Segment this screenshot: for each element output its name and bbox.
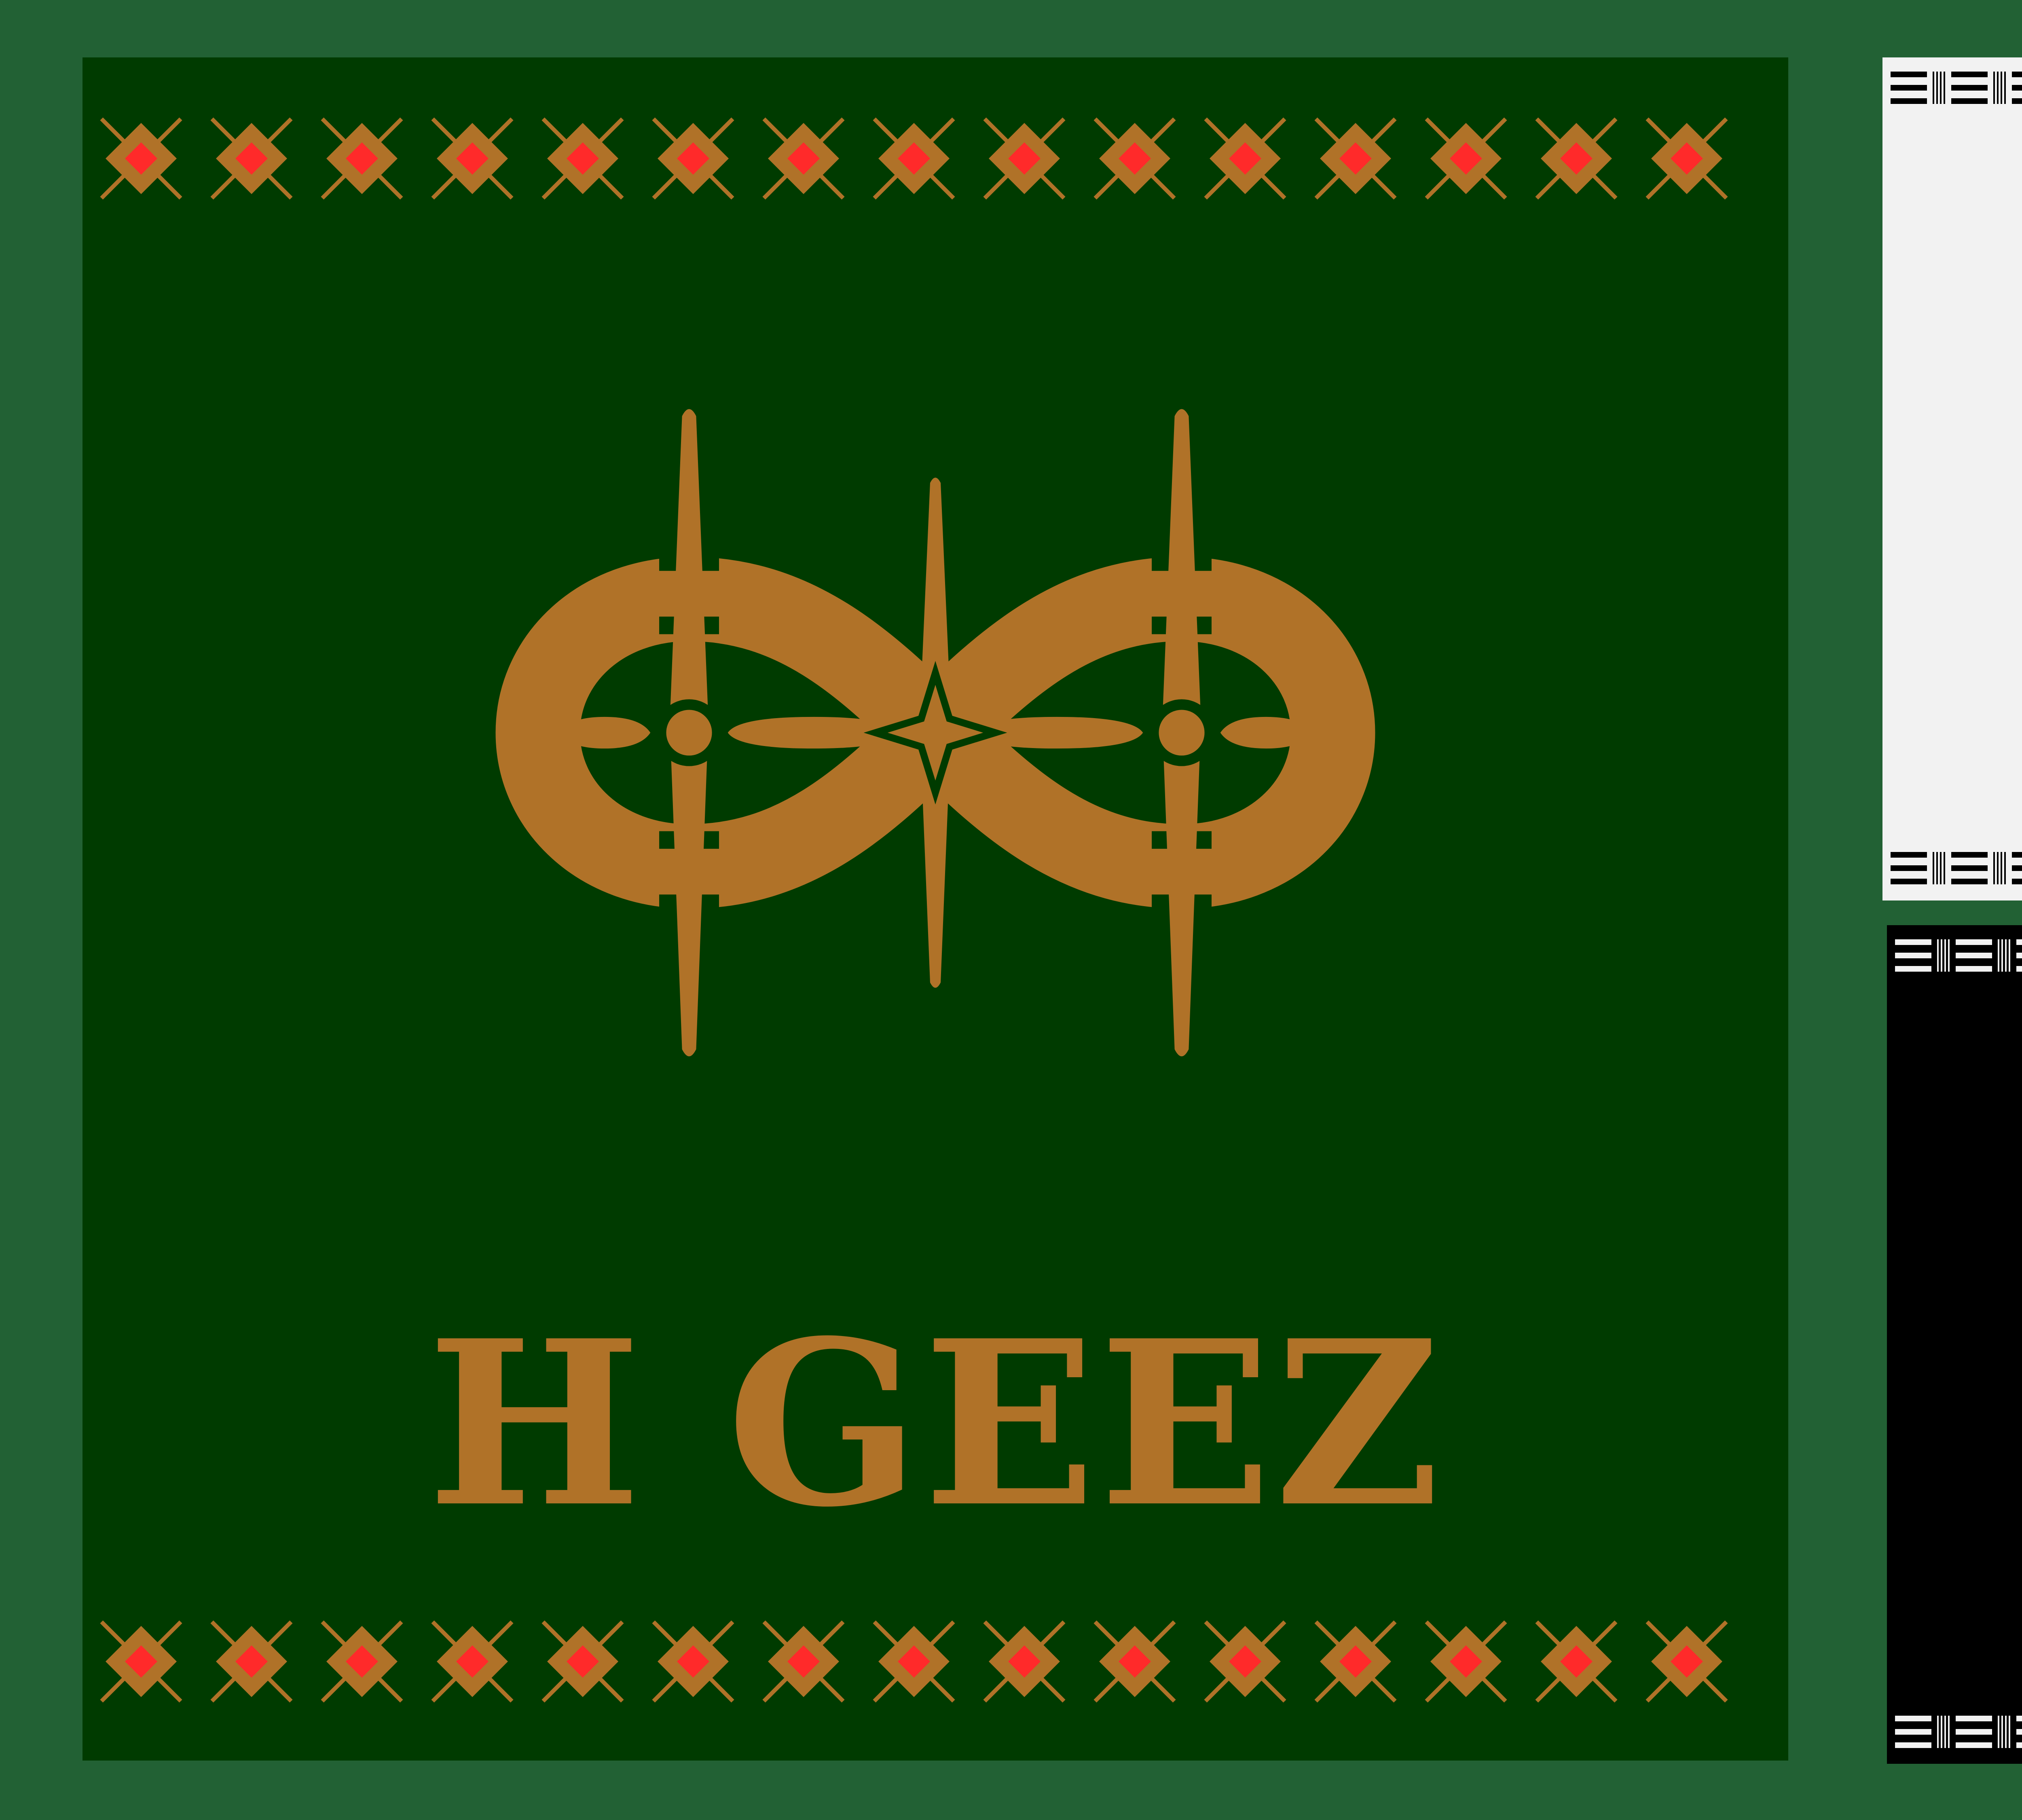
diamond-icon: [1647, 119, 1726, 198]
diamond-icon: [874, 1622, 954, 1701]
diamond-icon: [985, 1622, 1064, 1701]
diamond-icon: [1426, 119, 1506, 198]
bars-icon: [1956, 939, 2010, 972]
diamond-icon: [1426, 1622, 1506, 1701]
diamond-icon: [874, 119, 954, 198]
diamond-icon: [1206, 119, 1285, 198]
bars-icon: [1956, 1716, 2010, 1748]
bars-icon: [1951, 72, 2006, 104]
bars-icon: [2016, 1716, 2022, 1748]
diamond-icon: [102, 119, 181, 198]
diamond-icon: [543, 1622, 622, 1701]
bars-icon: [1895, 939, 1950, 972]
bars-icon: [2012, 852, 2022, 884]
logo-mark-icon: [538, 409, 1333, 1057]
diamond-icon: [985, 119, 1064, 198]
light-logo-artwork: [1882, 57, 2022, 900]
diamond-icon: [102, 1622, 181, 1701]
diamond-icon: [322, 1622, 402, 1701]
bars-icon: [2016, 939, 2022, 972]
brand-wordmark: [1882, 640, 2022, 749]
bottom-diamond-border: [102, 1622, 1726, 1701]
dark-logo-panel: [1887, 925, 2022, 1764]
diamond-icon: [1095, 1622, 1174, 1701]
bars-icon: [1895, 1716, 1950, 1748]
diamond-icon: [654, 1622, 733, 1701]
bottom-bars-border: [1891, 852, 2022, 884]
dark-logo-artwork: [1887, 925, 2022, 1764]
bars-icon: [2012, 72, 2022, 104]
bottom-bars-border: [1895, 1716, 2022, 1748]
bars-icon: [1951, 852, 2006, 884]
diamond-icon: [543, 119, 622, 198]
diamond-icon: [212, 1622, 291, 1701]
diamond-icon: [1537, 1622, 1616, 1701]
top-bars-border: [1895, 939, 2022, 972]
light-logo-panel: [1882, 57, 2022, 900]
diamond-icon: [1647, 1622, 1726, 1701]
bars-icon: [1891, 72, 1945, 104]
brand-wordmark: [1887, 1501, 2022, 1611]
diamond-icon: [433, 1622, 512, 1701]
diamond-icon: [654, 119, 733, 198]
diamond-icon: [764, 1622, 843, 1701]
diamond-icon: [212, 119, 291, 198]
top-bars-border: [1891, 72, 2022, 104]
diamond-icon: [433, 119, 512, 198]
diamond-icon: [1537, 119, 1616, 198]
main-logo-panel: [82, 57, 1788, 1761]
diamond-icon: [322, 119, 402, 198]
diamond-icon: [764, 119, 843, 198]
diamond-icon: [1095, 119, 1174, 198]
diamond-icon: [1316, 1622, 1395, 1701]
diamond-icon: [1206, 1622, 1285, 1701]
bars-icon: [1891, 852, 1945, 884]
top-diamond-border: [102, 119, 1726, 198]
brand-wordmark: H GEEZ: [427, 1291, 1444, 1557]
diamond-icon: [1316, 119, 1395, 198]
